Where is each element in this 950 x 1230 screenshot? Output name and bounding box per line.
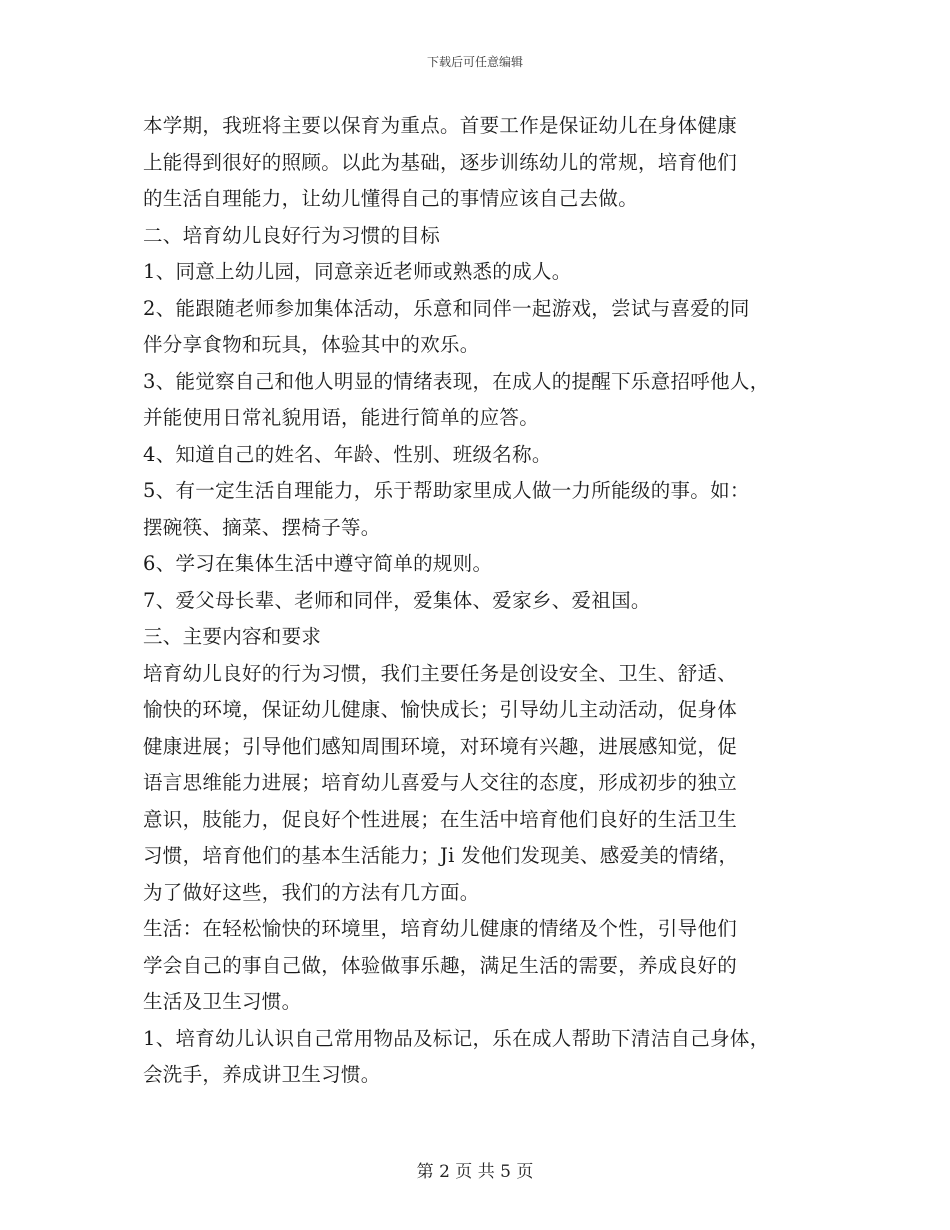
text-line: 7、爱父母长辈、老师和同伴，爱集体、爱家乡、爱祖国。 — [143, 588, 651, 612]
text-line: 1、培育幼儿认识自己常用物品及标记，乐在成人帮助下清洁自己身体， — [143, 1026, 770, 1050]
text-line: 的生活自理能力，让幼儿懂得自己的事情应该自己去做。 — [143, 187, 639, 210]
text-line: 4、知道自己的姓名、年龄、性别、班级名称。 — [143, 442, 552, 466]
text-line: 伴分享食物和玩具，体验其中的欢乐。 — [143, 333, 480, 356]
text-line: 6、学习在集体生活中遵守简单的规则。 — [143, 552, 493, 575]
text-line: 5、有一定生活自理能力，乐于帮助家里成人做一力所能级的事。如： — [143, 479, 750, 502]
text-line: 生活：在轻松愉快的环境里，培育幼儿健康的情绪及个性，引导他们 — [143, 917, 738, 940]
section-heading: 二、培育幼儿良好行为习惯的目标 — [143, 223, 441, 247]
text-line: 会洗手，养成讲卫生习惯。 — [143, 1063, 381, 1086]
document-body — [143, 108, 843, 1094]
text-line: 为了做好这些，我们的方法有几方面。 — [143, 880, 480, 904]
text-line: 学会自己的事自己做，体验做事乐趣，满足生活的需要，养成良好的 — [143, 953, 738, 977]
section-heading: 三、主要内容和要求 — [143, 625, 322, 648]
page-footer: 第 2 页 共 5 页 — [416, 1162, 534, 1182]
text-line: 习惯，培育他们的基本生活能力；Ji 发他们发现美、感爱美的情绪， — [143, 844, 739, 867]
text-line: 1、同意上幼儿园，同意亲近老师或熟悉的成人。 — [143, 260, 572, 283]
text-line: 本学期，我班将主要以保育为重点。首要工作是保证幼儿在身体健康 — [143, 114, 738, 137]
text-line: 上能得到很好的照顾。以此为基础，逐步训练幼儿的常规，培育他们 — [143, 150, 738, 174]
page-header: 下载后可任意编辑 — [426, 55, 523, 69]
text-line: 摆碗筷、摘菜、摆椅子等。 — [143, 515, 381, 539]
text-line: 意识，肢能力，促良好个性进展；在生活中培育他们良好的生活卫生 — [143, 807, 738, 831]
text-line: 并能使用日常礼貌用语，能进行简单的应答。 — [143, 406, 540, 429]
text-line: 生活及卫生习惯。 — [143, 990, 302, 1013]
text-line: 2、能跟随老师参加集体活动，乐意和同伴一起游戏，尝试与喜爱的同 — [143, 296, 750, 320]
text-line: 健康进展；引导他们感知周围环境，对环境有兴趣，进展感知觉，促 — [143, 734, 738, 758]
text-line: 培育幼儿良好的行为习惯，我们主要任务是创设安全、卫生、舒适、 — [143, 661, 738, 685]
text-line: 语言思维能力进展；培育幼儿喜爱与人交往的态度，形成初步的独立 — [143, 771, 738, 794]
text-line: 3、能觉察自己和他人明显的情绪表现，在成人的提醒下乐意招呼他人， — [143, 369, 770, 393]
text-line: 愉快的环境，保证幼儿健康、愉快成长；引导幼儿主动活动，促身体 — [143, 698, 738, 721]
